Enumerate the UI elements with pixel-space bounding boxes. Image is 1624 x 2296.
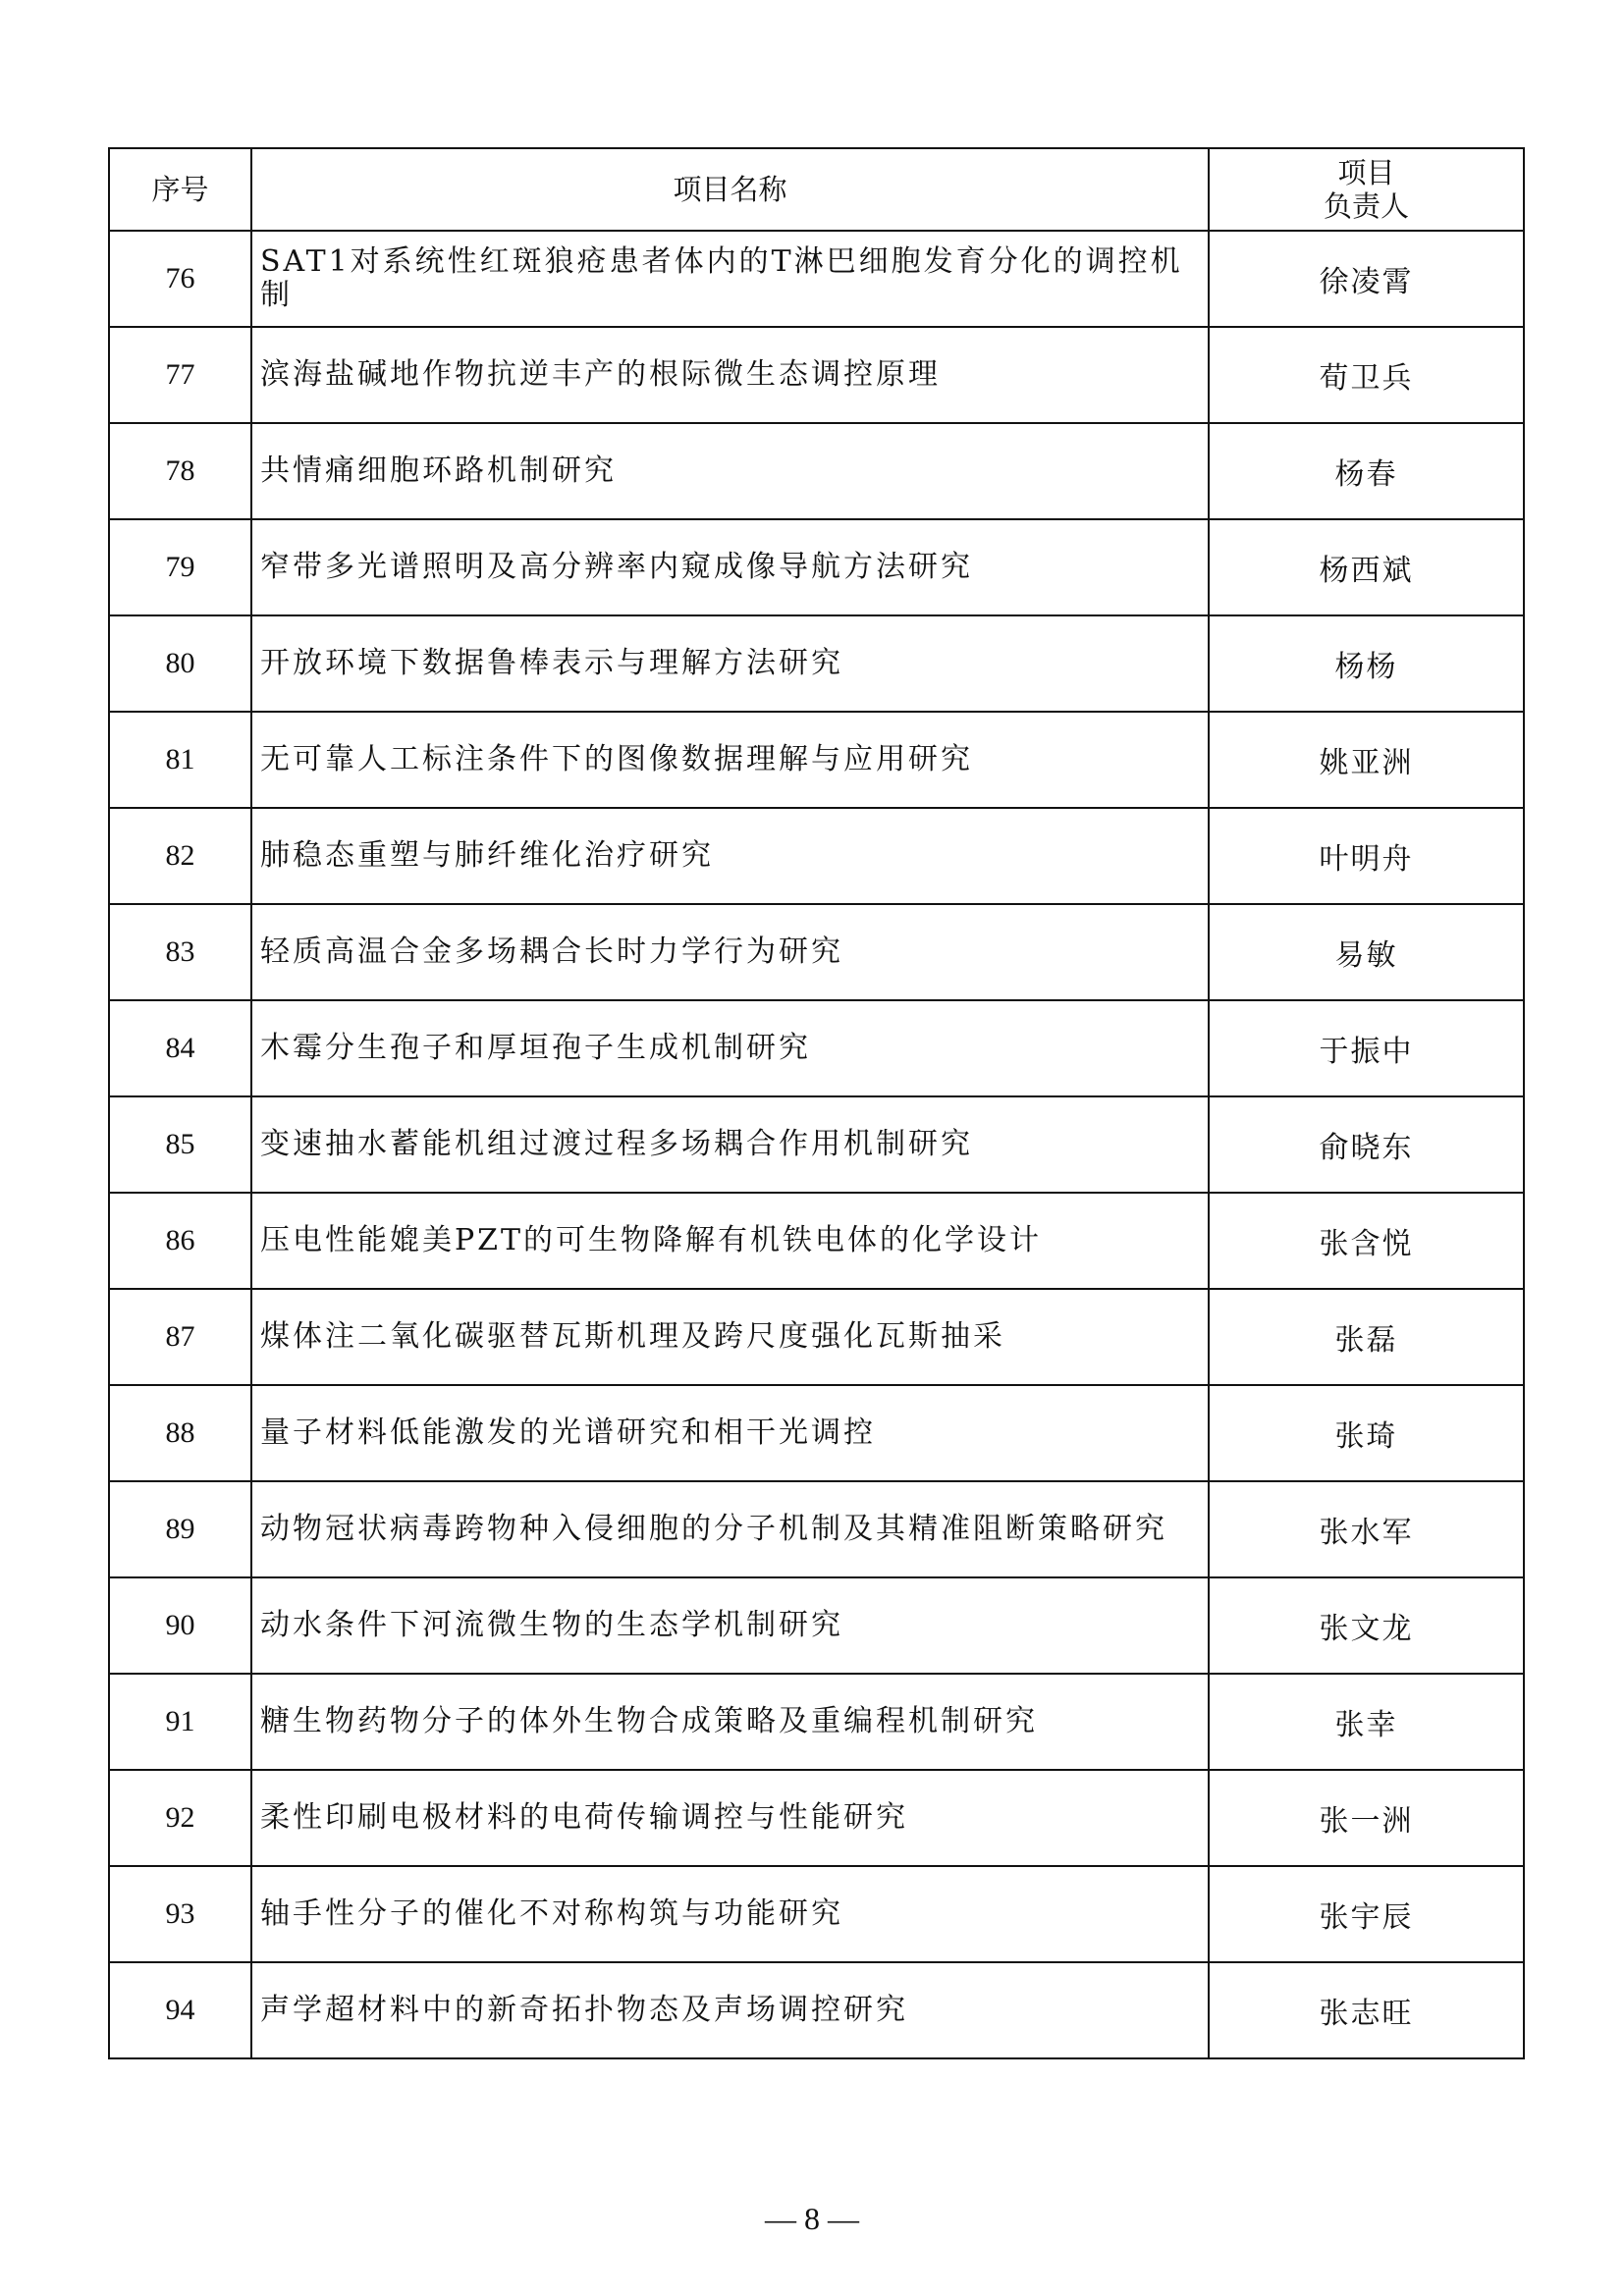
- serial-number-cell: 79: [109, 519, 251, 615]
- header-row: [109, 148, 1524, 231]
- project-owner-cell: 张文龙: [1209, 1577, 1524, 1674]
- project-owner-cell: 杨春: [1209, 423, 1524, 519]
- project-owner-cell: 张含悦: [1209, 1193, 1524, 1289]
- table-row: [109, 1193, 1524, 1289]
- table-row: [109, 1770, 1524, 1866]
- project-name-cell: 轴手性分子的催化不对称构筑与功能研究: [251, 1866, 1209, 1962]
- header-project-owner: [1209, 148, 1524, 231]
- project-name-cell: 糖生物药物分子的体外生物合成策略及重编程机制研究: [251, 1674, 1209, 1770]
- serial-number-cell: 80: [109, 615, 251, 712]
- serial-number-cell: 88: [109, 1385, 251, 1481]
- project-owner-cell: 张磊: [1209, 1289, 1524, 1385]
- project-name-cell: 动物冠状病毒跨物种入侵细胞的分子机制及其精准阻断策略研究: [251, 1481, 1209, 1577]
- project-owner-cell: 张一洲: [1209, 1770, 1524, 1866]
- project-name-cell: 滨海盐碱地作物抗逆丰产的根际微生态调控原理: [251, 327, 1209, 423]
- table-row: [109, 1385, 1524, 1481]
- table-row: [109, 1577, 1524, 1674]
- header-owner-line2: 负责人: [1323, 189, 1409, 223]
- table-row: [109, 423, 1524, 519]
- project-name-cell: 无可靠人工标注条件下的图像数据理解与应用研究: [251, 712, 1209, 808]
- serial-number-cell: 78: [109, 423, 251, 519]
- header-project-name: 项目名称: [251, 148, 1209, 231]
- serial-number-cell: 92: [109, 1770, 251, 1866]
- serial-number-cell: 76: [109, 231, 251, 327]
- project-owner-cell: 张幸: [1209, 1674, 1524, 1770]
- project-owner-cell: 张志旺: [1209, 1962, 1524, 2058]
- serial-number-cell: 90: [109, 1577, 251, 1674]
- project-name-cell: 声学超材料中的新奇拓扑物态及声场调控研究: [251, 1962, 1209, 2058]
- project-owner-cell: 杨西斌: [1209, 519, 1524, 615]
- serial-number-cell: 83: [109, 904, 251, 1000]
- serial-number-cell: 77: [109, 327, 251, 423]
- table-row: [109, 808, 1524, 904]
- table-body: [109, 231, 1524, 2058]
- project-name-cell: 开放环境下数据鲁棒表示与理解方法研究: [251, 615, 1209, 712]
- project-name-cell: 轻质高温合金多场耦合长时力学行为研究: [251, 904, 1209, 1000]
- project-table: [108, 147, 1525, 2059]
- project-owner-cell: 徐凌霄: [1209, 231, 1524, 327]
- serial-number-cell: 81: [109, 712, 251, 808]
- project-name-cell: 共情痛细胞环路机制研究: [251, 423, 1209, 519]
- project-owner-cell: 杨杨: [1209, 615, 1524, 712]
- table-row: [109, 1000, 1524, 1096]
- serial-number-cell: 89: [109, 1481, 251, 1577]
- serial-number-cell: 91: [109, 1674, 251, 1770]
- project-name-cell: 木霉分生孢子和厚垣孢子生成机制研究: [251, 1000, 1209, 1096]
- project-name-cell: 压电性能媲美PZT的可生物降解有机铁电体的化学设计: [251, 1193, 1209, 1289]
- serial-number-cell: 82: [109, 808, 251, 904]
- header-owner-line1: 项目: [1337, 156, 1395, 189]
- project-name-cell: 动水条件下河流微生物的生态学机制研究: [251, 1577, 1209, 1674]
- table-row: [109, 231, 1524, 327]
- project-owner-cell: 张水军: [1209, 1481, 1524, 1577]
- project-owner-cell: 姚亚洲: [1209, 712, 1524, 808]
- project-owner-cell: 张琦: [1209, 1385, 1524, 1481]
- serial-number-cell: 85: [109, 1096, 251, 1193]
- serial-number-cell: 86: [109, 1193, 251, 1289]
- table-row: [109, 712, 1524, 808]
- table-row: [109, 1481, 1524, 1577]
- project-name-cell: 肺稳态重塑与肺纤维化治疗研究: [251, 808, 1209, 904]
- table-row: [109, 1289, 1524, 1385]
- table-row: [109, 1674, 1524, 1770]
- serial-number-cell: 87: [109, 1289, 251, 1385]
- serial-number-cell: 94: [109, 1962, 251, 2058]
- project-owner-cell: 叶明舟: [1209, 808, 1524, 904]
- project-owner-cell: 易敏: [1209, 904, 1524, 1000]
- table-header: [109, 148, 1524, 231]
- project-name-cell: 煤体注二氧化碳驱替瓦斯机理及跨尺度强化瓦斯抽采: [251, 1289, 1209, 1385]
- project-owner-cell: 于振中: [1209, 1000, 1524, 1096]
- table-row: [109, 904, 1524, 1000]
- table-row: [109, 1962, 1524, 2058]
- project-owner-cell: 荀卫兵: [1209, 327, 1524, 423]
- serial-number-cell: 84: [109, 1000, 251, 1096]
- table-row: [109, 1866, 1524, 1962]
- project-name-cell: SAT1对系统性红斑狼疮患者体内的T淋巴细胞发育分化的调控机制: [251, 231, 1209, 327]
- project-name-cell: 柔性印刷电极材料的电荷传输调控与性能研究: [251, 1770, 1209, 1866]
- header-serial-number: 序号: [109, 148, 251, 231]
- project-name-cell: 量子材料低能激发的光谱研究和相干光调控: [251, 1385, 1209, 1481]
- table-row: [109, 615, 1524, 712]
- page-number: — 8 —: [765, 2201, 859, 2236]
- project-name-cell: 窄带多光谱照明及高分辨率内窥成像导航方法研究: [251, 519, 1209, 615]
- serial-number-cell: 93: [109, 1866, 251, 1962]
- table-row: [109, 1096, 1524, 1193]
- table-row: [109, 327, 1524, 423]
- table-row: [109, 519, 1524, 615]
- project-owner-cell: 张宇辰: [1209, 1866, 1524, 1962]
- project-name-cell: 变速抽水蓄能机组过渡过程多场耦合作用机制研究: [251, 1096, 1209, 1193]
- project-owner-cell: 俞晓东: [1209, 1096, 1524, 1193]
